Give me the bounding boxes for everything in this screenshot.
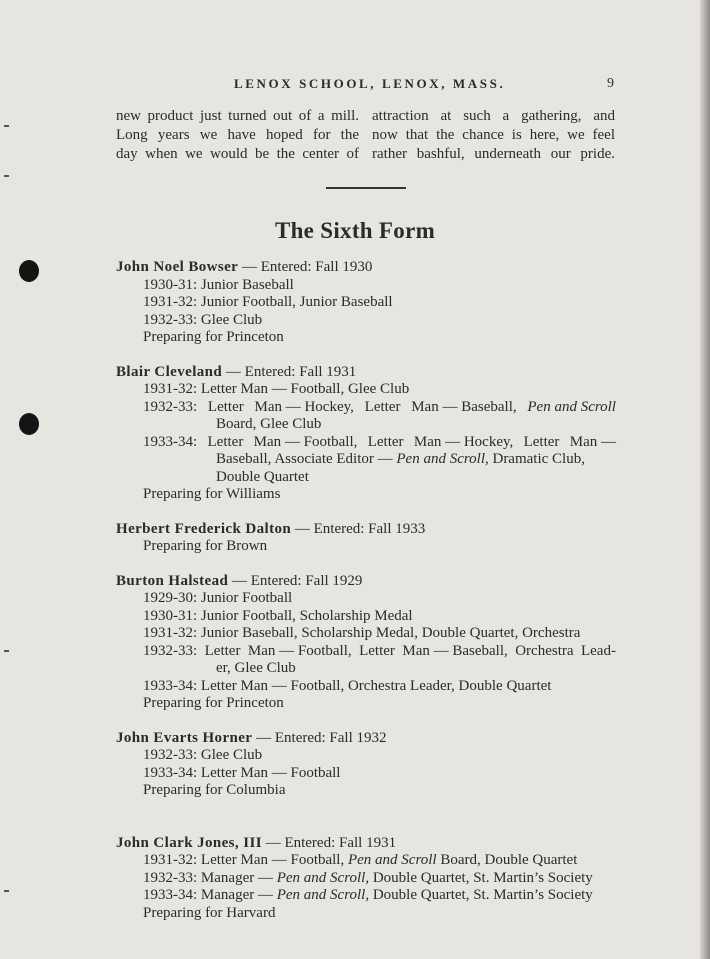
text-line: attraction at such a gathering, and <box>372 108 615 124</box>
edge-mark <box>4 890 9 892</box>
student-name: Blair Cleveland <box>116 363 223 380</box>
student-entry <box>116 835 616 923</box>
activity-word: Orchestra <box>515 642 574 659</box>
year-label: 1932-33: <box>143 398 198 415</box>
year-label: 1932-33: <box>143 869 198 886</box>
activity-text: , Dramatic Club, <box>484 451 585 467</box>
activity-text: Letter Man — Football, Glee Club <box>197 381 410 397</box>
activity-line <box>116 399 616 417</box>
activity-text: Letter Man — Football, <box>197 852 348 868</box>
running-head: LENOX SCHOOL, LENOX, MASS. <box>234 76 506 91</box>
text-line: Long years we have hoped for the <box>116 127 359 143</box>
activity-text: Glee Club <box>197 311 263 328</box>
year-label: 1933-34: <box>143 764 198 781</box>
activity-word: Lead- <box>580 642 616 659</box>
activity-text: Glee Club <box>197 747 263 763</box>
activity-word: Man — <box>569 433 616 450</box>
activity-word: Man — Hockey, <box>254 398 354 415</box>
activity-word: Letter <box>359 642 395 659</box>
year-label: 1933-34: <box>143 677 198 694</box>
entered-date: — Entered: Fall 1933 <box>291 520 426 537</box>
section-divider <box>326 187 406 189</box>
entered-date: — Entered: Fall 1931 <box>222 363 357 380</box>
edge-mark <box>4 175 9 177</box>
student-entry <box>116 521 616 556</box>
activity-text: Junior Football <box>197 590 293 606</box>
year-label: 1930-31: <box>143 276 198 293</box>
activity-text: Junior Baseball <box>197 276 294 293</box>
activity-text: Manager — <box>197 869 277 886</box>
activity-text: Manager — <box>197 887 277 903</box>
binder-hole <box>19 260 39 282</box>
activity-word: Letter <box>204 642 241 659</box>
entered-date: — Entered: Fall 1930 <box>238 259 373 275</box>
year-label: 1931-32: <box>143 294 198 310</box>
publication-title: Pen and Scroll, <box>276 887 370 903</box>
text-line: now that the chance is here, we feel <box>372 127 615 143</box>
activity-text: Letter Man — Football <box>197 764 341 781</box>
intro-right-column <box>372 107 615 164</box>
activity-text: Letter Man — Football, Orchestra Leader, Double Quartet <box>197 677 552 694</box>
year-label: 1930-31: <box>143 607 198 624</box>
student-entry <box>116 259 616 347</box>
activity-word: Letter <box>367 433 404 450</box>
activity-word: Man — Baseball, <box>411 398 517 415</box>
binder-hole <box>19 413 39 435</box>
activity-word: Letter <box>207 398 244 415</box>
entered-date: — Entered: Fall 1931 <box>261 834 397 851</box>
publication-title: Pen and Scroll <box>396 451 485 467</box>
preparing-line: Preparing for Princeton <box>143 695 284 711</box>
student-entry <box>116 573 616 713</box>
student-entry <box>116 364 616 504</box>
year-label: 1932-33: <box>143 747 198 763</box>
year-label: 1932-33: <box>143 642 198 659</box>
activity-word: Man — Football, <box>253 433 358 450</box>
text-line: new product just turned out of a mill. <box>116 108 359 124</box>
year-label: 1931-32: <box>143 852 198 868</box>
preparing-line: Preparing for Columbia <box>143 782 286 798</box>
activity-text: Board, Double Quartet <box>436 852 578 868</box>
activity-word: Man — Football, <box>247 642 352 659</box>
student-name: John Clark Jones, III <box>116 834 262 851</box>
student-name: John Evarts Horner <box>116 729 253 746</box>
activity-text: Baseball, Associate Editor — <box>216 451 397 467</box>
publication-title: Pen and Scroll, <box>276 869 370 886</box>
year-label: 1931-32: <box>143 625 198 641</box>
activity-text: Junior Football, Junior Baseball <box>197 294 393 310</box>
preparing-line: Preparing for Williams <box>143 486 281 502</box>
preparing-line: Preparing for Brown <box>143 538 268 554</box>
activity-text: Junior Baseball, Scholarship Medal, Double Quartet, Orchestra <box>197 625 581 641</box>
year-label: 1929-30: <box>143 590 198 606</box>
student-roster <box>116 259 616 939</box>
year-label: 1932-33: <box>143 311 198 328</box>
continuation-line: Board, Glee Club <box>216 416 322 432</box>
activity-word: Letter <box>207 433 244 450</box>
entered-date: — Entered: Fall 1929 <box>228 572 363 589</box>
student-name: John Noel Bowser <box>116 259 239 275</box>
page-edge <box>700 0 710 959</box>
student-name: Herbert Frederick Dalton <box>116 520 292 537</box>
activity-word: Letter <box>364 398 401 415</box>
year-label: 1931-32: <box>143 381 198 397</box>
edge-mark <box>4 650 9 652</box>
intro-left-column <box>116 107 359 164</box>
page-number: 9 <box>607 76 614 91</box>
edge-mark <box>4 125 9 127</box>
text-line: day when we would be the center of <box>116 146 359 162</box>
activity-word: Letter <box>523 433 560 450</box>
activity-text: Double Quartet, St. Martin’s Society <box>369 887 593 903</box>
activity-text: Double Quartet, St. Martin’s Society <box>369 869 593 886</box>
text-line: rather bashful, underneath our pride. <box>372 146 615 162</box>
activity-word: Man — Hockey, <box>413 433 514 450</box>
continuation-line: er, Glee Club <box>216 660 296 676</box>
preparing-line: Preparing for Princeton <box>143 329 284 345</box>
publication-title: Pen and Scroll <box>347 852 437 868</box>
activity-text: Junior Football, Scholarship Medal <box>197 607 413 624</box>
preparing-line: Preparing for Harvard <box>143 904 276 921</box>
section-title: The Sixth Form <box>274 218 436 243</box>
publication-title: Pen and Scroll <box>527 398 616 415</box>
student-entry <box>116 730 616 800</box>
student-name: Burton Halstead <box>116 572 229 589</box>
year-label: 1933-34: <box>143 433 198 450</box>
activity-word: Man — Baseball, <box>402 642 508 659</box>
year-label: 1933-34: <box>143 887 198 903</box>
activity-line <box>116 643 616 661</box>
continuation-line: Double Quartet <box>216 468 309 485</box>
continuation-line <box>116 451 616 469</box>
activity-line <box>116 434 616 452</box>
entered-date: — Entered: Fall 1932 <box>252 729 387 746</box>
